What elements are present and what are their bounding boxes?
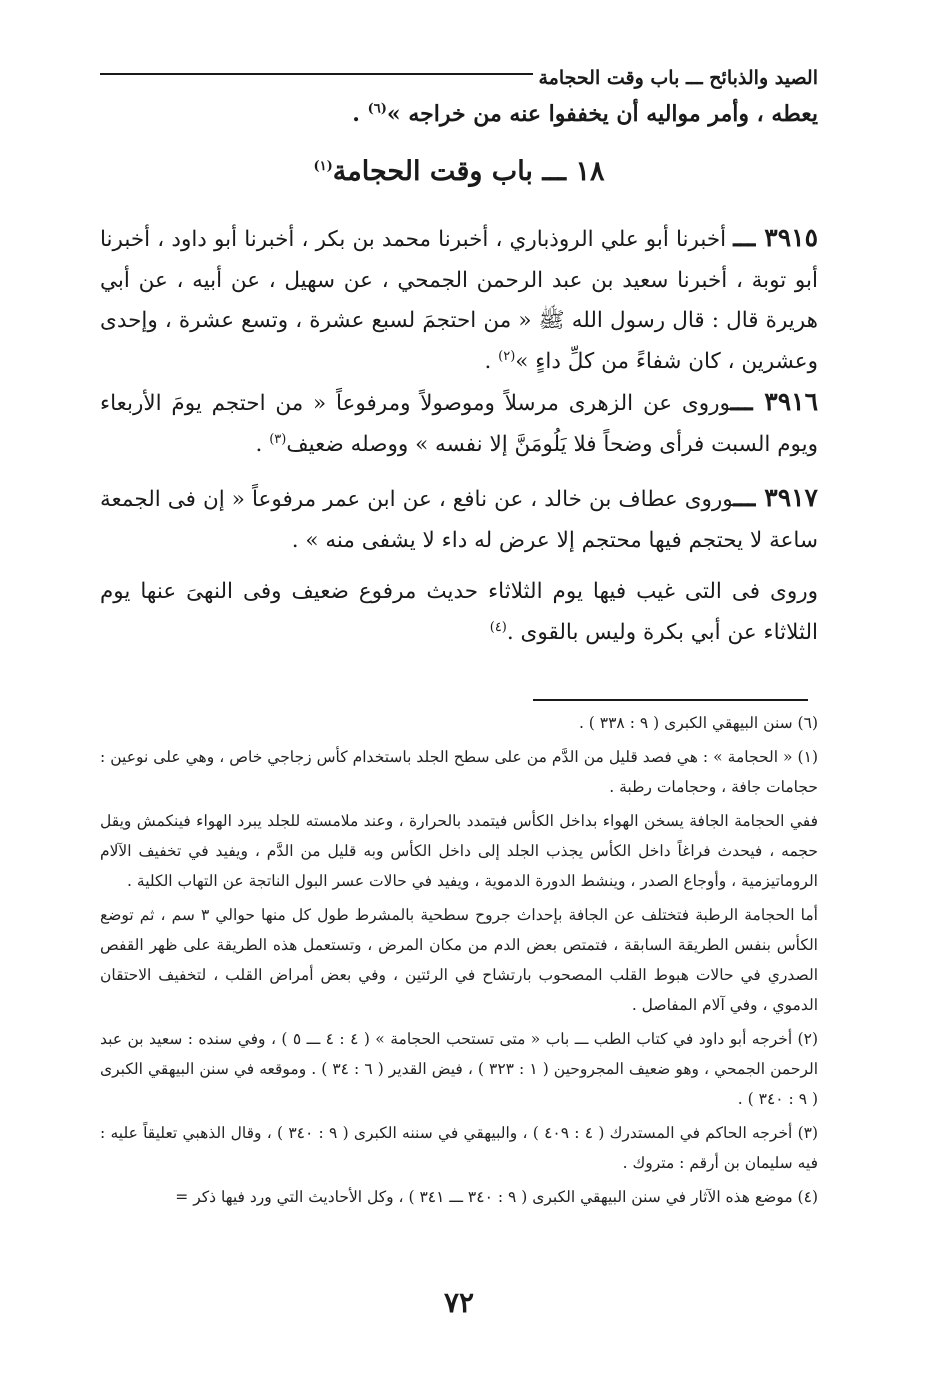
page-number: ٧٢ [443,1286,475,1319]
section-title-text: ١٨ ـــ باب وقت الحجامة [332,156,605,187]
tuesday-narration [100,572,818,653]
book-page [100,0,818,1374]
footnote-ref: (١) [313,159,333,174]
hadith-3917 [100,478,818,561]
footnote-ref: (٢) [498,348,516,364]
section-title [100,152,818,192]
footnote-ref: (٦) [367,101,387,117]
hadith-end: . [484,348,499,374]
footnote-3: (٣) أخرجه الحاكم في المستدرك ( ٤ : ٤٠٩ ) ، والبيهقي في سننه الكبرى ( ٩ : ٣٤٠ ) ، وقال الذهبي تعليقاً عليه : فيه سليمان بن أرقم : متروك . [100,1124,819,1172]
hadith-text: أخبرنا أبو علي الروذباري ، أخبرنا محمد بن بكر ، أخبرنا أبو داود ، أخبرنا أبو توبة ، أخبرنا سعيد بن عبد الرحمن الجمحي ، عن سهيل ، عن أبيه ، عن أبي هريرة قال : قال رسول الله ﷺ « من احتجمَ لسبع عشرة ، وتسع عشرة ، وإحدى وعشرين ، كان شفاءً من كلِّ داءٍ » [100,227,818,374]
continuation-text: يعطه ، وأمر مواليه أن يخففوا عنه من خراجه » [386,101,818,127]
running-header [100,58,818,98]
running-title: الصيد والذبائح ـــ باب وقت الحجامة [538,67,818,89]
hadith-3915 [100,218,818,382]
hadith-number: ٣٩١٥ ـــ [733,223,818,252]
hadith-text: وروى عطاف بن خالد ، عن نافع ، عن ابن عمر مرفوعاً « إن فى الجمعة ساعة لا يحتجم فيها محتجم إلا عرض له داء لا يشفى منه » . [100,487,818,553]
hadith-number: ٣٩١٧ ـــ [733,483,818,512]
footnote-1-dry-cupping: ففي الحجامة الجافة يسخن الهواء بداخل الكأس فيتمدد بالحرارة ، وعند ملامسته للجلد يبرد الهواء فينكمش ويقل حجمه ، فيحدث فراغاً داخل الكأس يجذب الجلد إلى داخل الكأس وبه قليل من الدَّم ، ويفيد في تخفيف الآلام الروماتيزمية ، وأوجاع الصدر ، وينشط الدورة الدموية ، ويفيد في حالات عسر البول الناتجة عن التهاب الكلية . [100,812,818,890]
footnote-1-wet-cupping: أما الحجامة الرطبة فتختلف عن الجافة بإحداث جروح سطحية بالمشرط طول كل منها حوالي ٣ سم ، ثم توضع الكأس بنفس الطريقة السابقة ، فتمتص بعض الدم من مكان المرض ، وتستعمل هذه الطريقة على ظهر القفص الصدري في حالات هبوط القلب المصحوب بارتشاح في الرئتين ، وفي بعض أمراض القلب ، لتخفيف الاحتقان الدموي ، وفي آلام المفاصل . [100,906,818,1014]
footnote-separator [533,699,808,701]
footnote-6: (٦) سنن البيهقي الكبرى ( ٩ : ٣٣٨ ) . [578,714,818,732]
footnote-2: (٢) أخرجه أبو داود في كتاب الطب ـــ باب « متى تستحب الحجامة » ( ٤ : ٤ ـــ ٥ ) ، وفي سنده : سعيد بن عبد الرحمن الجمحي ، وهو ضعيف المجروحين ( ١ : ٣٢٣ ) ، فيض القدير ( ٦ : ٣٤ ) . وموقعه في سنن البيهقي الكبرى ( ٩ : ٣٤٠ ) . [100,1030,818,1108]
footnote-4: (٤) موضع هذه الآثار في سنن البيهقي الكبرى ( ٩ : ٣٤٠ ـــ ٣٤١ ) ، وكل الأحاديث التي ورد فيها ذكر = [175,1188,818,1206]
hadith-3916 [100,382,818,465]
footnotes [100,708,818,1216]
hadith-text: وروى عن الزهرى مرسلاً وموصولاً ومرفوعاً « من احتجم يومَ الأربعاء ويوم السبت فرأى وضحاً فلا يَلُومَنَّ إلا نفسه » ووصله ضعيف [100,391,818,457]
continuation-line [100,94,818,134]
footnote-ref: (٣) [269,431,287,447]
footnote-1: (١) « الحجامة » : هي فصد قليل من الدَّم من على سطح الجلد باستخدام كأس زجاجي خاص ، وهي على نوعين : حجامات جافة ، وحجامات رطبة . [100,748,818,796]
hadith-end: . [255,431,270,457]
header-rule [100,73,533,75]
hadith-number: ٣٩١٦ ـــ [730,387,818,416]
footnote-ref: (٤) [489,619,507,635]
narration-text: وروى فى التى غيب فيها يوم الثلاثاء حديث مرفوع ضعيف وفى النهىَ عنها يوم الثلاثاء عن أبي بكرة وليس بالقوى . [100,579,818,645]
continuation-end: . [352,101,368,127]
